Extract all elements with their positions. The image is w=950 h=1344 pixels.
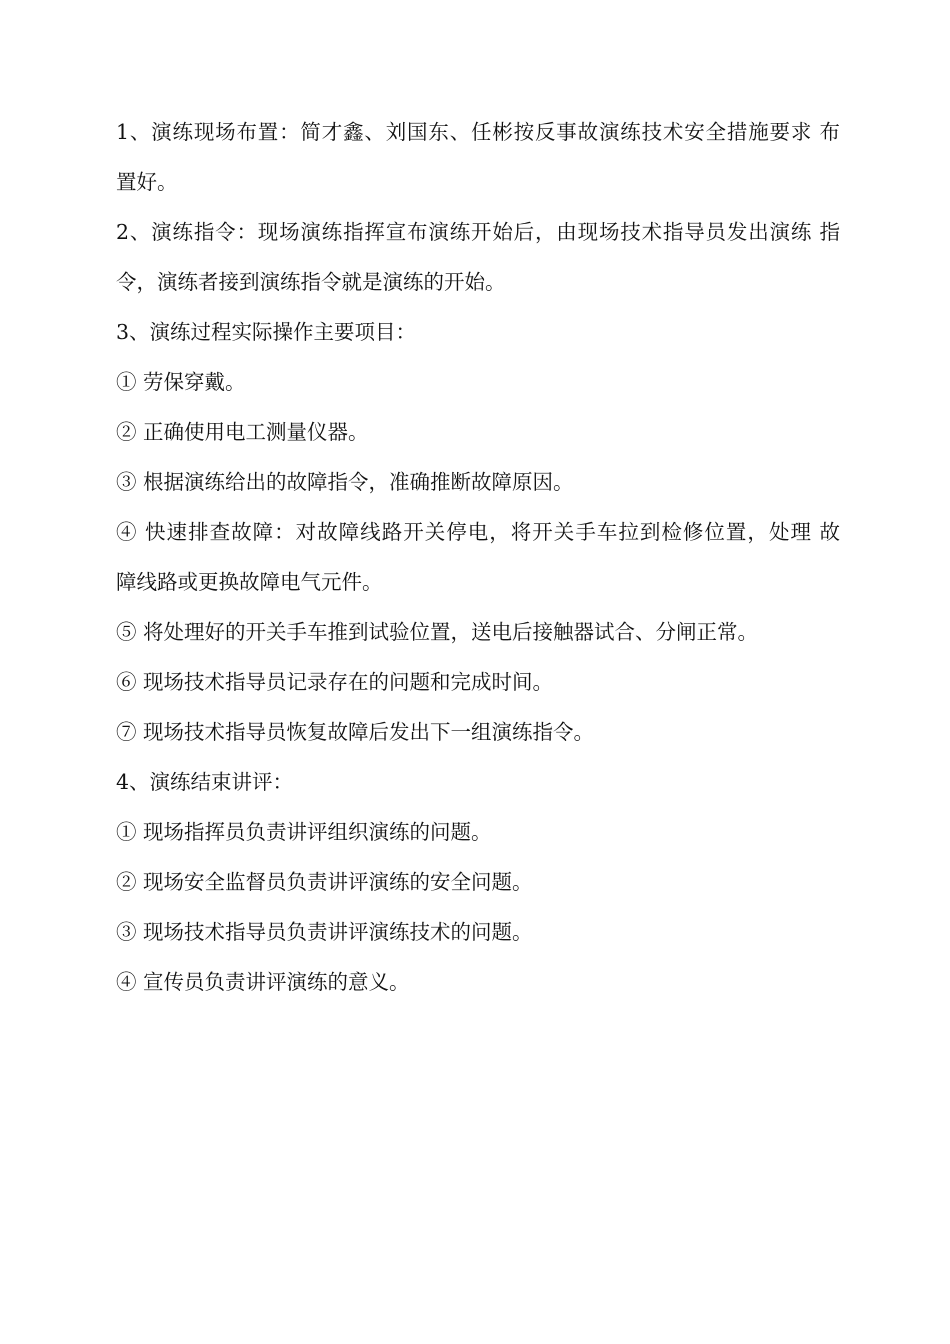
text-line: ② 现场安全监督员负责讲评演练的安全问题。 xyxy=(116,870,533,894)
text-line: 置好。 xyxy=(116,170,178,194)
text-line: ① 现场指挥员负责讲评组织演练的问题。 xyxy=(116,820,492,844)
text-line: ① 劳保穿戴。 xyxy=(116,370,246,394)
text-line: 3、演练过程实际操作主要项目： xyxy=(116,320,417,344)
text-line: 1、演练现场布置：简才鑫、刘国东、任彬按反事故演练技术安全措施要求 布 xyxy=(116,120,840,144)
text-line: ⑤ 将处理好的开关手车推到试验位置，送电后接触器试合、分闸正常。 xyxy=(116,620,759,644)
text-line: 4、演练结束讲评： xyxy=(116,770,294,794)
text-line: ③ 根据演练给出的故障指令，准确推断故障原因。 xyxy=(116,470,574,494)
text-line: ④ 宣传员负责讲评演练的意义。 xyxy=(116,970,410,994)
text-line: ② 正确使用电工测量仪器。 xyxy=(116,420,369,444)
text-line: 2、演练指令：现场演练指挥宣布演练开始后，由现场技术指导员发出演练 指 xyxy=(116,220,840,244)
document-body xyxy=(116,107,840,1007)
text-line: ④ 快速排查故障：对故障线路开关停电，将开关手车拉到检修位置，处理 故 xyxy=(116,520,840,544)
text-line: ⑦ 现场技术指导员恢复故障后发出下一组演练指令。 xyxy=(116,720,595,744)
text-line: ⑥ 现场技术指导员记录存在的问题和完成时间。 xyxy=(116,670,554,694)
text-line: ③ 现场技术指导员负责讲评演练技术的问题。 xyxy=(116,920,533,944)
text-line: 障线路或更换故障电气元件。 xyxy=(116,570,383,594)
text-line: 令，演练者接到演练指令就是演练的开始。 xyxy=(116,270,506,294)
